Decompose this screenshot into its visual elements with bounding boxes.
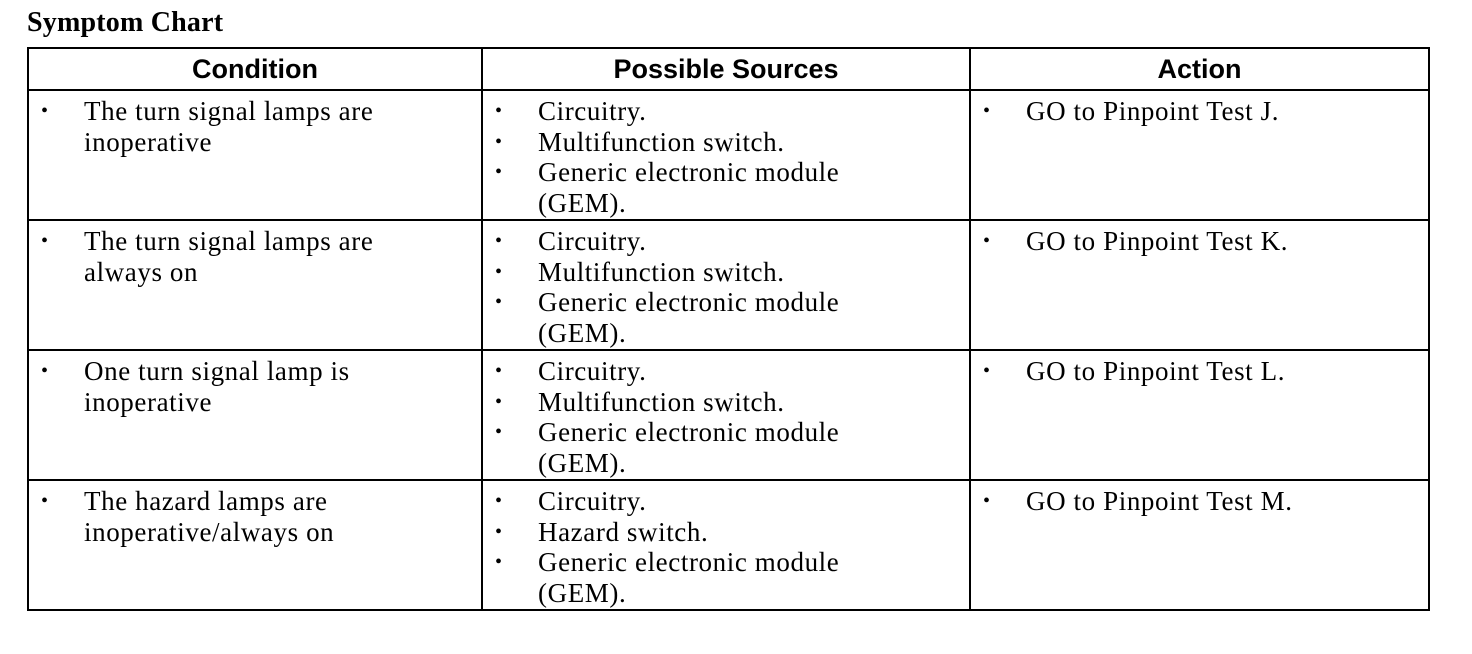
condition-text: One turn signal lamp is inoperative <box>84 356 350 417</box>
condition-cell <box>28 350 482 480</box>
list-item <box>483 226 969 257</box>
source-text: Generic electronic module (GEM). <box>538 157 840 218</box>
list-item <box>483 127 969 158</box>
action-text: GO to Pinpoint Test L. <box>1026 356 1286 386</box>
header-possible-sources: Possible Sources <box>482 48 970 90</box>
symptom-chart-table <box>27 47 1430 611</box>
action-text: GO to Pinpoint Test J. <box>1026 96 1280 126</box>
list-item <box>483 387 969 418</box>
list-item <box>483 547 969 608</box>
source-text: Generic electronic module (GEM). <box>538 417 840 478</box>
source-text: Multifunction switch. <box>538 386 785 417</box>
source-text: Circuitry. <box>538 486 647 516</box>
bullet-icon: • <box>495 230 503 252</box>
bullet-icon: • <box>495 360 503 382</box>
condition-cell <box>28 220 482 350</box>
source-text: Multifunction switch. <box>538 256 785 287</box>
bullet-icon: • <box>983 230 991 252</box>
header-action: Action <box>970 48 1429 90</box>
bullet-icon: • <box>983 360 991 382</box>
action-text: GO to Pinpoint Test K. <box>1026 226 1289 256</box>
sources-cell <box>482 90 970 220</box>
source-text: Generic electronic module (GEM). <box>538 547 840 608</box>
action-cell <box>970 220 1429 350</box>
list-item <box>483 517 969 548</box>
condition-cell <box>28 480 482 610</box>
bullet-icon: • <box>495 130 503 153</box>
bullet-icon: • <box>41 490 49 512</box>
bullet-icon: • <box>495 421 503 443</box>
source-text: Hazard switch. <box>538 516 709 547</box>
list-item <box>971 356 1428 387</box>
bullet-icon: • <box>41 360 49 382</box>
table-row <box>28 480 1429 610</box>
list-item <box>971 226 1428 257</box>
list-item <box>483 356 969 387</box>
list-item <box>29 486 481 547</box>
condition-text: The turn signal lamps are always on <box>84 226 374 287</box>
source-text: Circuitry. <box>538 96 647 126</box>
bullet-icon: • <box>41 230 49 252</box>
action-cell <box>970 90 1429 220</box>
condition-cell <box>28 90 482 220</box>
list-item <box>483 417 969 478</box>
table-row <box>28 350 1429 480</box>
header-condition: Condition <box>28 48 482 90</box>
page-title: Symptom Chart <box>27 7 224 38</box>
bullet-icon: • <box>495 100 503 122</box>
bullet-icon: • <box>495 551 503 573</box>
table-header-row <box>28 48 1429 90</box>
bullet-icon: • <box>983 490 991 512</box>
list-item <box>29 226 481 287</box>
list-item <box>483 157 969 218</box>
bullet-icon: • <box>495 291 503 313</box>
table-row <box>28 90 1429 220</box>
bullet-icon: • <box>495 390 503 413</box>
list-item <box>483 486 969 517</box>
list-item <box>483 96 969 127</box>
sources-cell <box>482 220 970 350</box>
list-item <box>971 96 1428 127</box>
sources-cell <box>482 480 970 610</box>
source-text: Circuitry. <box>538 226 647 256</box>
bullet-icon: • <box>983 100 991 122</box>
action-cell <box>970 480 1429 610</box>
list-item <box>483 287 969 348</box>
sources-cell <box>482 350 970 480</box>
action-text: GO to Pinpoint Test M. <box>1026 486 1293 516</box>
bullet-icon: • <box>495 490 503 512</box>
condition-text: The turn signal lamps are inoperative <box>84 96 374 157</box>
list-item <box>29 356 481 417</box>
list-item <box>29 96 481 157</box>
condition-text: The hazard lamps are inoperative/always on <box>84 486 335 547</box>
bullet-icon: • <box>495 161 503 183</box>
source-text: Circuitry. <box>538 356 647 386</box>
list-item <box>483 257 969 288</box>
list-item <box>971 486 1428 517</box>
source-text: Generic electronic module (GEM). <box>538 287 840 348</box>
bullet-icon: • <box>41 100 49 122</box>
action-cell <box>970 350 1429 480</box>
source-text: Multifunction switch. <box>538 126 785 157</box>
bullet-icon: • <box>495 260 503 283</box>
table-row <box>28 220 1429 350</box>
bullet-icon: • <box>495 520 503 543</box>
